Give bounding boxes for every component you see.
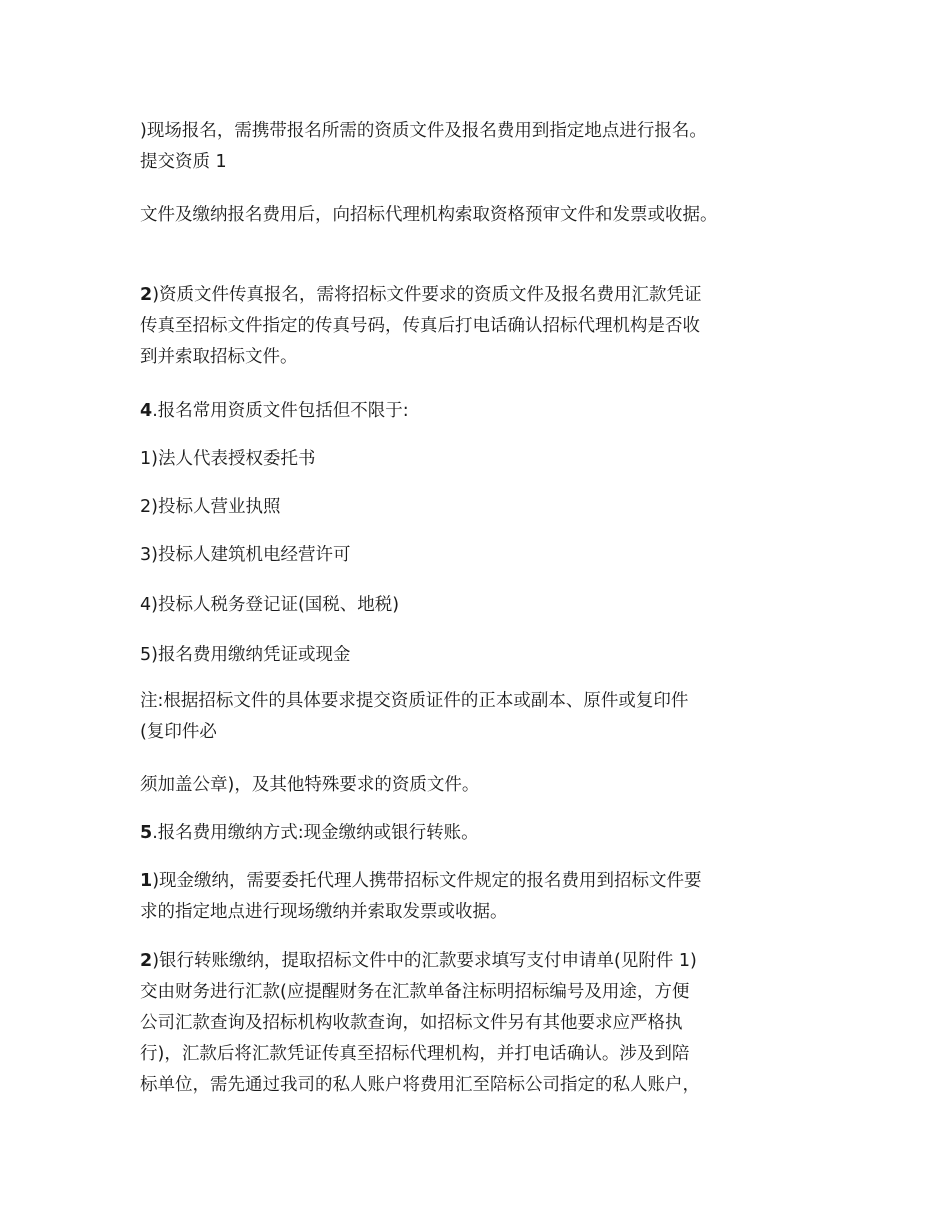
text-line	[140, 311, 830, 342]
text-line	[140, 1039, 830, 1070]
paragraph	[140, 686, 830, 748]
text-line	[140, 540, 830, 571]
line-text: )现场报名，需携带报名所需的资质文件及报名费用到指定地点进行报名。	[140, 121, 707, 141]
line-text: 1)法人代表授权委托书	[140, 449, 316, 469]
item-number: 1	[140, 871, 153, 891]
paragraph	[140, 590, 830, 621]
text-line	[140, 686, 830, 717]
text-line	[140, 396, 830, 427]
line-text: 公司汇款查询及招标机构收款查询，如招标文件另有其他要求应严格执	[140, 1013, 683, 1033]
line-text: .报名常用资质文件包括但不限于:	[152, 401, 409, 421]
line-text: 4)投标人税务登记证(国税、地税)	[140, 595, 400, 615]
item-number: 4	[140, 401, 153, 421]
item-number: 5	[140, 823, 153, 843]
text-line	[140, 116, 830, 147]
line-text: .报名费用缴纳方式:现金缴纳或银行转账。	[152, 823, 479, 843]
text-line	[140, 897, 830, 928]
text-line	[140, 342, 830, 373]
text-line	[140, 640, 830, 671]
paragraph	[140, 946, 830, 1101]
line-text: (复印件必	[140, 722, 217, 742]
text-line	[140, 866, 830, 897]
text-line	[140, 280, 830, 311]
paragraph	[140, 492, 830, 523]
line-text: 标单位，需先通过我司的私人账户将费用汇至陪标公司指定的私人账户，	[140, 1075, 700, 1095]
text-line	[140, 492, 830, 523]
line-text: 交由财务进行汇款(应提醒财务在汇款单备注标明招标编号及用途，方便	[140, 982, 690, 1002]
paragraph	[140, 640, 830, 671]
text-line	[140, 770, 830, 801]
line-text: )现金缴纳，需要委托代理人携带招标文件规定的报名费用到招标文件要	[152, 871, 702, 891]
text-line	[140, 590, 830, 621]
line-text: 传真至招标文件指定的传真号码，传真后打电话确认招标代理机构是否收	[140, 316, 700, 336]
line-text: 须加盖公章)，及其他特殊要求的资质文件。	[140, 775, 480, 795]
line-text: 到并索取招标文件。	[140, 347, 298, 367]
line-text: )银行转账缴纳，提取招标文件中的汇款要求填写支付申请单(见附件 1)	[152, 951, 697, 971]
paragraph	[140, 866, 830, 928]
text-line	[140, 717, 830, 748]
text-line	[140, 977, 830, 1008]
text-line	[140, 1070, 830, 1101]
paragraph	[140, 540, 830, 571]
paragraph	[140, 396, 830, 427]
text-line	[140, 946, 830, 977]
item-number: 2	[140, 285, 153, 305]
line-text: 2)投标人营业执照	[140, 497, 281, 517]
item-number: 2	[140, 951, 153, 971]
line-text: 注:根据招标文件的具体要求提交资质证件的正本或副本、原件或复印件	[140, 691, 689, 711]
line-text: 行)，汇款后将汇款凭证传真至招标代理机构，并打电话确认。涉及到陪	[140, 1044, 690, 1064]
text-line	[140, 818, 830, 849]
paragraph	[140, 280, 830, 373]
paragraph	[140, 770, 830, 801]
line-text: 文件及缴纳报名费用后，向招标代理机构索取资格预审文件和发票或收据。	[140, 205, 718, 225]
paragraph	[140, 116, 830, 178]
text-line	[140, 200, 830, 231]
text-line	[140, 444, 830, 475]
text-line	[140, 1008, 830, 1039]
line-text: 3)投标人建筑机电经营许可	[140, 545, 351, 565]
line-text: )资质文件传真报名，需将招标文件要求的资质文件及报名费用汇款凭证	[152, 285, 702, 305]
paragraph	[140, 444, 830, 475]
line-text: 求的指定地点进行现场缴纳并索取发票或收据。	[140, 902, 508, 922]
text-line	[140, 147, 830, 178]
line-text: 5)报名费用缴纳凭证或现金	[140, 645, 351, 665]
paragraph	[140, 200, 830, 231]
line-text: 提交资质 1	[140, 152, 227, 172]
paragraph	[140, 818, 830, 849]
